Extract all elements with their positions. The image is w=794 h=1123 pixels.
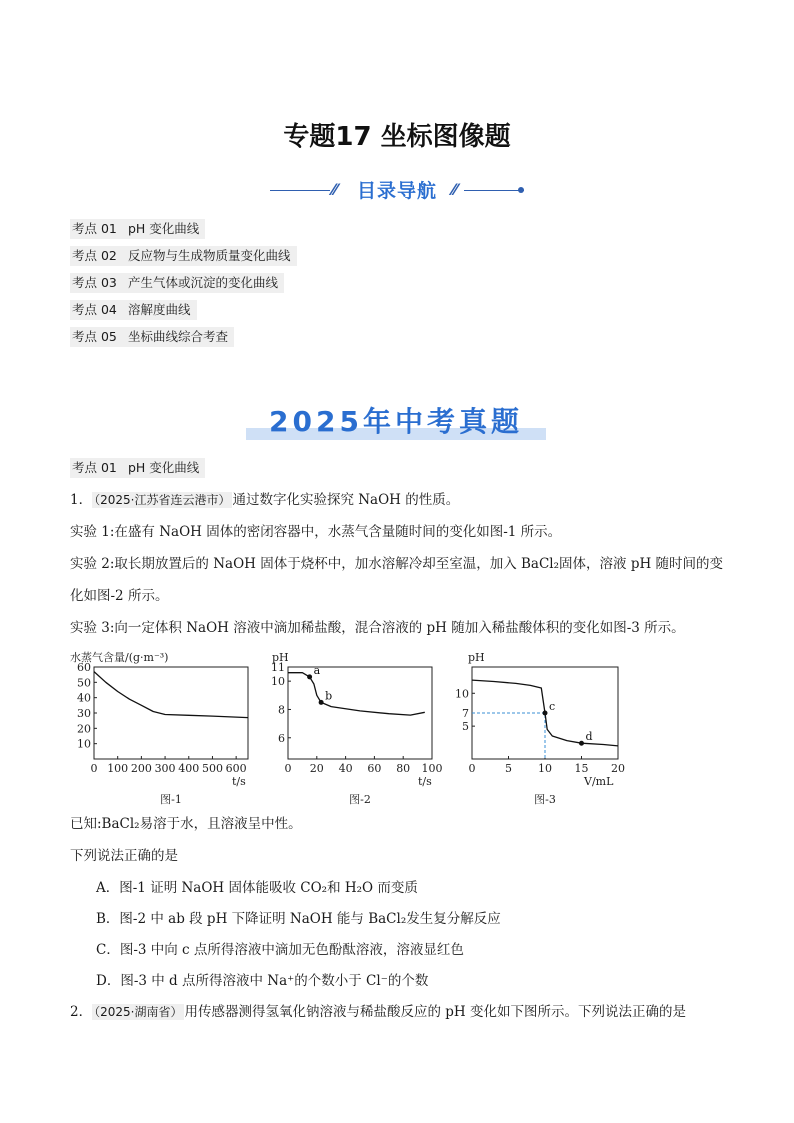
x-tick-label: 400 bbox=[178, 762, 200, 775]
figure-1-chart bbox=[70, 645, 260, 805]
x-tick-label: 500 bbox=[201, 762, 223, 775]
y-tick-label: 30 bbox=[77, 707, 91, 720]
y-tick-label: 11 bbox=[271, 661, 285, 674]
toc-header bbox=[270, 176, 524, 206]
q1-known: 已知:BaCl₂易溶于水，且溶液呈中性。 bbox=[70, 816, 302, 832]
x-tick-label: 20 bbox=[611, 762, 625, 775]
section-tag: 考点 01 pH 变化曲线 bbox=[70, 458, 205, 478]
toc-list bbox=[70, 218, 297, 353]
x-tick-label: 0 bbox=[284, 762, 292, 775]
x-tick-label: 80 bbox=[396, 762, 411, 775]
y-tick-label: 7 bbox=[462, 707, 469, 720]
guide-line bbox=[472, 713, 545, 759]
x-axis-label: V/mL bbox=[584, 775, 614, 788]
y-tick-label: 5 bbox=[462, 720, 469, 734]
data-point-b bbox=[319, 700, 324, 705]
plot-frame bbox=[94, 667, 248, 759]
y-axis-label: 水蒸气含量/(g·m⁻³) bbox=[70, 651, 169, 664]
series-line bbox=[94, 672, 248, 718]
x-tick-label: 100 bbox=[107, 762, 129, 775]
x-tick-label: 5 bbox=[505, 762, 512, 775]
y-axis-label: pH bbox=[272, 651, 289, 664]
y-tick-label: 10 bbox=[77, 737, 91, 751]
figure-caption: 图-2 bbox=[349, 793, 371, 806]
data-point-label-c: c bbox=[549, 700, 556, 713]
toc-item[interactable]: 考点 05 坐标曲线综合考查 bbox=[70, 327, 234, 347]
toc-item[interactable]: 考点 03 产生气体或沉淀的变化曲线 bbox=[70, 273, 284, 293]
toc-header-line-right bbox=[464, 190, 524, 191]
page-title: 专题17 坐标图像题 bbox=[283, 122, 511, 152]
figure-3-chart bbox=[450, 645, 630, 805]
data-point-label-d: d bbox=[585, 730, 593, 744]
q1-source: （2025·江苏省连云港市） bbox=[94, 493, 231, 507]
x-tick-label: 10 bbox=[538, 762, 552, 775]
x-tick-label: 200 bbox=[130, 762, 152, 775]
toc-header-label: 目录导航 bbox=[356, 180, 437, 202]
figure-2-chart bbox=[268, 645, 443, 806]
q1-option-a[interactable]: A．图-1 证明 NaOH 固体能吸收 CO₂和 H₂O 而变质 bbox=[96, 880, 418, 896]
x-tick-label: 0 bbox=[90, 762, 98, 775]
q1-option-b[interactable]: B．图-2 中 ab 段 pH 下降证明 NaOH 能与 BaCl₂发生复分解反应 bbox=[96, 911, 501, 927]
toc-header-slash-left: ⁄⁄ bbox=[332, 180, 338, 199]
q2-source: （2025·湖南省） bbox=[94, 1005, 183, 1019]
section-banner-text: 2025年中考真题 bbox=[269, 405, 523, 438]
y-tick-label: 40 bbox=[77, 691, 91, 705]
x-axis-label: t/s bbox=[232, 775, 246, 788]
q1-ask: 下列说法正确的是 bbox=[70, 848, 178, 864]
data-point-c bbox=[543, 711, 548, 716]
toc-item[interactable]: 考点 02 反应物与生成物质量变化曲线 bbox=[70, 246, 297, 266]
y-tick-label: 60 bbox=[77, 661, 91, 674]
x-tick-label: 300 bbox=[154, 762, 176, 775]
q1-exp1: 实验 1:在盛有 NaOH 固体的密闭容器中，水蒸气含量随时间的变化如图-1 所示。 bbox=[70, 524, 562, 540]
x-tick-label: 0 bbox=[468, 762, 476, 775]
q2-stem: 2． （2025·湖南省） 用传感器测得氢氧化钠溶液与稀盐酸反应的 pH 变化如下图所示。下列说法正确的是 bbox=[70, 1004, 686, 1020]
toc-item[interactable]: 考点 04 溶解度曲线 bbox=[70, 300, 197, 320]
plot-frame bbox=[288, 667, 432, 759]
q1-option-c[interactable]: C．图-3 中向 c 点所得溶液中滴加无色酚酞溶液，溶液显红色 bbox=[96, 942, 464, 958]
y-tick-label: 8 bbox=[278, 703, 285, 717]
y-tick-label: 50 bbox=[77, 676, 91, 690]
q1-stem: 1． （2025·江苏省连云港市） 通过数字化实验探究 NaOH 的性质。 bbox=[70, 492, 460, 508]
toc-header-slash-right: ⁄⁄ bbox=[452, 180, 458, 199]
data-point-label-a: a bbox=[313, 663, 321, 677]
toc-item[interactable]: 考点 01 pH 变化曲线 bbox=[70, 219, 205, 239]
q1-option-d[interactable]: D．图-3 中 d 点所得溶液中 Na⁺的个数小于 Cl⁻的个数 bbox=[96, 973, 429, 989]
y-tick-label: 10 bbox=[271, 675, 285, 689]
figure-caption: 图-1 bbox=[160, 793, 182, 806]
toc-header-dot bbox=[518, 187, 524, 193]
figure-caption: 图-3 bbox=[534, 793, 556, 806]
section-banner bbox=[246, 400, 546, 444]
x-axis-label: t/s bbox=[418, 775, 432, 788]
q1-exp3: 实验 3:向一定体积 NaOH 溶液中滴加稀盐酸，混合溶液的 pH 随加入稀盐酸体积的变化如图-3 所示。 bbox=[70, 620, 685, 636]
x-tick-label: 40 bbox=[338, 762, 353, 775]
x-tick-label: 15 bbox=[574, 762, 589, 775]
x-tick-label: 20 bbox=[309, 762, 324, 775]
y-tick-label: 20 bbox=[77, 722, 91, 736]
data-point-a bbox=[307, 674, 312, 679]
y-axis-label: pH bbox=[468, 651, 485, 664]
data-point-d bbox=[579, 741, 584, 746]
x-tick-label: 100 bbox=[421, 762, 443, 775]
toc-header-line-left bbox=[270, 190, 330, 191]
y-tick-label: 6 bbox=[278, 731, 285, 745]
data-point-label-b: b bbox=[325, 689, 333, 703]
q1-exp2a: 实验 2:取长期放置后的 NaOH 固体于烧杯中，加水溶解冷却至室温，加入 BaCl₂固体，溶液 pH 随时间的变 bbox=[70, 556, 724, 572]
q1-exp2b: 化如图-2 所示。 bbox=[70, 588, 169, 604]
x-tick-label: 60 bbox=[367, 762, 382, 775]
y-tick-label: 10 bbox=[455, 687, 469, 701]
x-tick-label: 600 bbox=[225, 762, 247, 775]
